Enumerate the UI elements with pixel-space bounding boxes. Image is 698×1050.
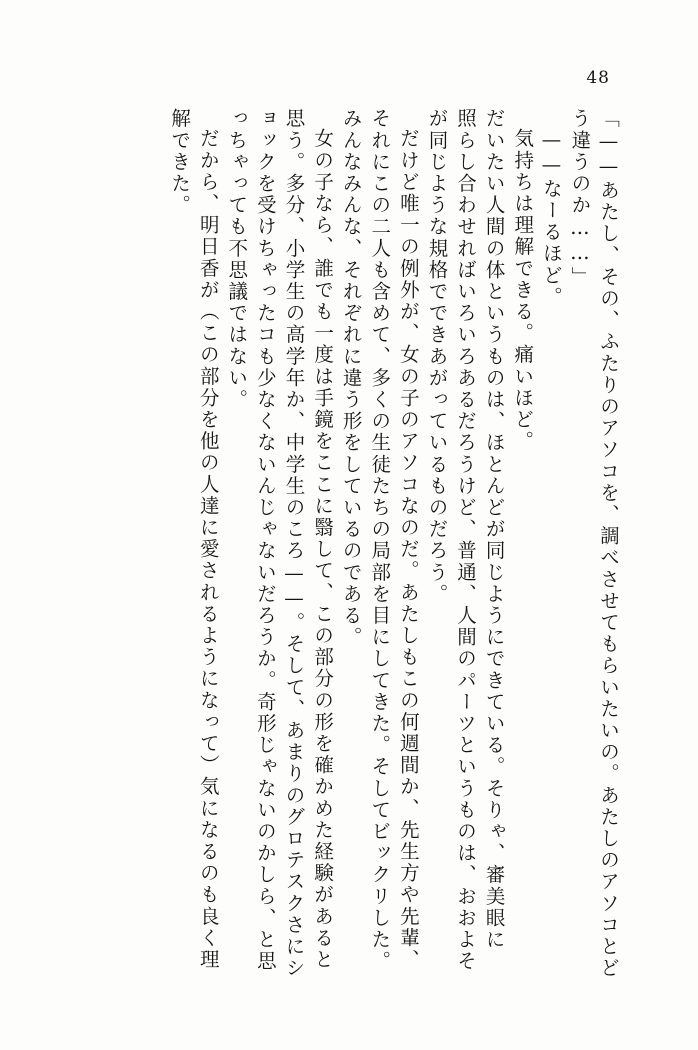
text-line: 照らし合わせればいろいろあるだろうけど、普通、人間のパーツというものは、おおよそ	[454, 108, 478, 972]
text-line: 解できた。	[168, 108, 192, 216]
vertical-text-body	[60, 108, 618, 1010]
text-line: だから、明日香が（この部分を他の人達に愛されるようになって）気になるのも良く理	[196, 128, 220, 971]
text-line: っちゃっても不思議ではない。	[225, 108, 249, 411]
text-line: が同じような規格でできあがっているものだろう。	[425, 108, 449, 605]
text-line: う違うのか……」	[568, 108, 592, 288]
text-line: ——なーるほど。	[539, 128, 563, 308]
text-line: 「——あたし、その、ふたりのアソコを、調べさせてもらいたいの。あたしのアソコとど	[597, 108, 620, 979]
text-line: 気持ちは理解できる。痛いほど。	[511, 128, 535, 452]
text-line: だけど唯一の例外が、女の子のアソコなのだ。あたしもこの何週間か、先生方や先輩、	[396, 128, 420, 971]
text-line: ョックを受けちゃったコも少なくないんじゃないだろうか。奇形じゃないのかしら、と思	[253, 108, 277, 972]
text-line: それにこの二人も含めて、多くの生徒たちの局部を目にしてきた。そしてビックリした。	[368, 108, 392, 972]
text-line: だいたい人間の体というものは、ほとんどが同じようにできている。そりゃ、審美眼に	[482, 108, 506, 951]
text-line: 女の子なら、誰でも一度は手鏡をここに翳して、この部分の形を確かめた経験があると	[311, 128, 335, 971]
text-line: みんなみんな、それぞれに違う形をしているのである。	[339, 108, 363, 648]
page-number: 48	[586, 68, 610, 88]
text-line: 思う。多分、小学生の高学年か、中学生のころ——。そして、あまりのグロテスクさにシ	[282, 108, 306, 979]
